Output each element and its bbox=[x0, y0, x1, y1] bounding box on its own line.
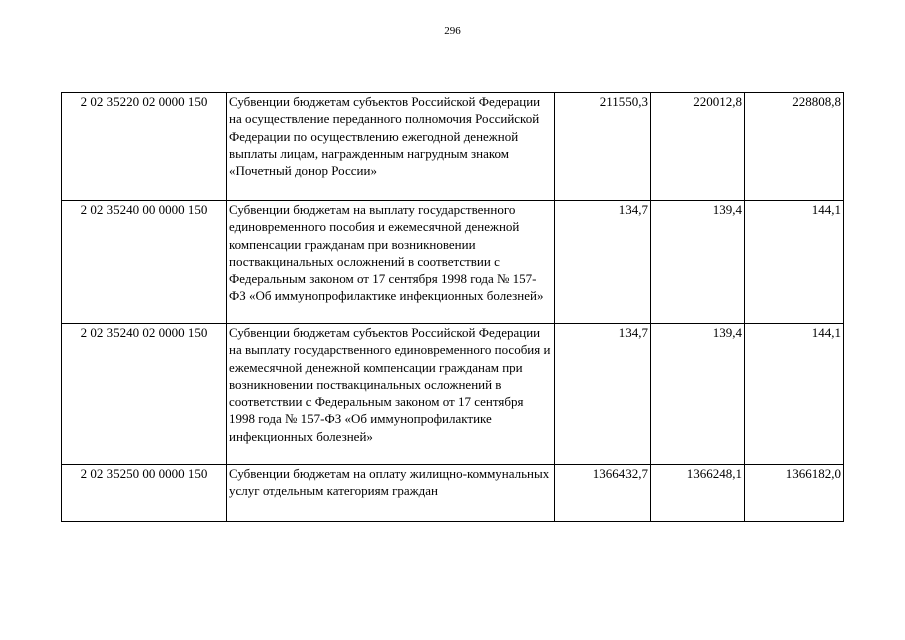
budget-table bbox=[61, 92, 844, 522]
row-code: 2 02 35220 02 0000 150 bbox=[62, 93, 227, 201]
row-code: 2 02 35240 00 0000 150 bbox=[62, 201, 227, 324]
row-value-2: 139,4 bbox=[651, 324, 745, 465]
row-value-3: 144,1 bbox=[745, 201, 844, 324]
row-value-1: 134,7 bbox=[555, 201, 651, 324]
row-code: 2 02 35240 02 0000 150 bbox=[62, 324, 227, 465]
row-value-3: 144,1 bbox=[745, 324, 844, 465]
table-row bbox=[62, 465, 844, 522]
row-value-3: 228808,8 bbox=[745, 93, 844, 201]
row-value-1: 1366432,7 bbox=[555, 465, 651, 522]
row-value-3: 1366182,0 bbox=[745, 465, 844, 522]
page-number: 296 bbox=[444, 25, 461, 37]
table-row bbox=[62, 93, 844, 201]
row-value-1: 134,7 bbox=[555, 324, 651, 465]
table-row bbox=[62, 324, 844, 465]
row-code: 2 02 35250 00 0000 150 bbox=[62, 465, 227, 522]
row-value-2: 139,4 bbox=[651, 201, 745, 324]
row-description: Субвенции бюджетам субъектов Российской Федерации на осуществление переданного полномочия Российской Федерации по осуществлению ежегодной денежной выплаты лицам, награжденным нагрудным знаком «Почетный донор России» bbox=[227, 93, 555, 201]
row-value-1: 211550,3 bbox=[555, 93, 651, 201]
row-description: Субвенции бюджетам на оплату жилищно-коммунальных услуг отдельным категориям граждан bbox=[227, 465, 555, 522]
row-value-2: 1366248,1 bbox=[651, 465, 745, 522]
table-row bbox=[62, 201, 844, 324]
row-value-2: 220012,8 bbox=[651, 93, 745, 201]
row-description: Субвенции бюджетам субъектов Российской Федерации на выплату государственного единовременного пособия и ежемесячной денежной компенсации гражданам при возникновении поствакцинальных осложнений в соответствии с Федеральным законом от 17 сентября 1998 года № 157-ФЗ «Об иммунопрофилактике инфекционных болезней» bbox=[227, 324, 555, 465]
row-description: Субвенции бюджетам на выплату государственного единовременного пособия и ежемесячной денежной компенсации гражданам при возникновении поствакцинальных осложнений в соответствии с Федеральным законом от 17 сентября 1998 года № 157-ФЗ «Об иммунопрофилактике инфекционных болезней» bbox=[227, 201, 555, 324]
